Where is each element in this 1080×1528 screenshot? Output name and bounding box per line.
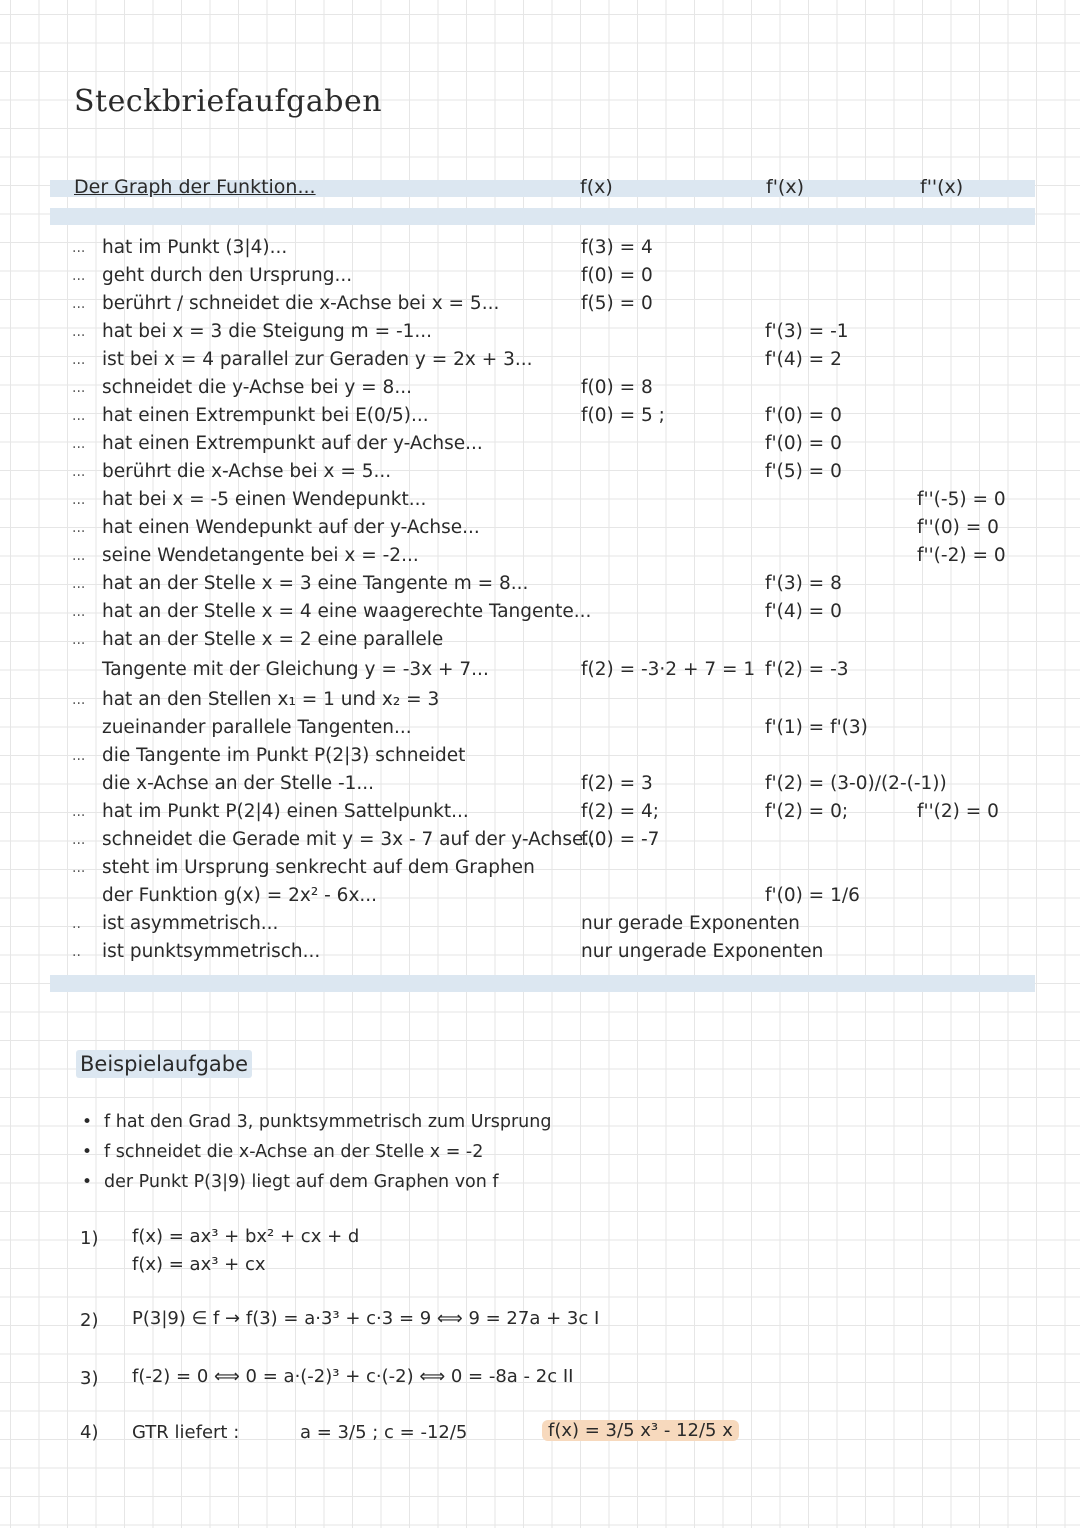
table-cell-f2: f''(-2) = 0	[917, 545, 1006, 566]
table-row-condition: hat bei x = 3 die Steigung m = -1...	[102, 321, 433, 342]
table-row-condition: die Tangente im Punkt P(2|3) schneidet	[102, 745, 466, 766]
row-dots: ...	[72, 548, 86, 564]
row-dots: ...	[72, 604, 86, 620]
table-cell-f: f(0) = 8	[581, 377, 653, 398]
row-dots: ...	[72, 520, 86, 536]
table-row-condition: hat an der Stelle x = 3 eine Tangente m = 8...	[102, 573, 529, 594]
example-bullet: f hat den Grad 3, punktsymmetrisch zum Ursprung	[104, 1112, 552, 1132]
table-cell-f1: f'(4) = 0	[765, 601, 842, 622]
step-line: GTR liefert :	[132, 1422, 240, 1443]
table-row-condition: hat einen Wendepunkt auf der y-Achse...	[102, 517, 480, 538]
bullet-dot: •	[82, 1112, 93, 1132]
bullet-dot: •	[82, 1142, 93, 1162]
row-dots: ...	[72, 436, 86, 452]
table-row-condition: schneidet die y-Achse bei y = 8...	[102, 377, 412, 398]
table-stripe	[50, 208, 1035, 225]
table-cell-f: f(0) = 0	[581, 265, 653, 286]
row-dots: ...	[72, 324, 86, 340]
table-row-condition: hat bei x = -5 einen Wendepunkt...	[102, 489, 427, 510]
table-row-condition: hat im Punkt (3|4)...	[102, 237, 288, 258]
table-cell-f: f(2) = 4;	[581, 801, 659, 822]
table-row-condition: berührt / schneidet die x-Achse bei x = 5...	[102, 293, 500, 314]
row-dots: ...	[72, 804, 86, 820]
table-cell-f1: f'(3) = -1	[765, 321, 849, 342]
table-cell-f1: f'(4) = 2	[765, 349, 842, 370]
table-cell-f2: f''(2) = 0	[917, 801, 999, 822]
table-row-condition: zueinander parallele Tangenten...	[102, 717, 412, 738]
table-cell-f1: f'(0) = 1/6	[765, 885, 860, 906]
page-title: Steckbriefaufgaben	[74, 84, 383, 119]
table-row-condition: schneidet die Gerade mit y = 3x - 7 auf der y-Achse...	[102, 829, 602, 850]
step-line: a = 3/5 ; c = -12/5	[300, 1422, 468, 1443]
table-cell-f1: f'(2) = 0;	[765, 801, 849, 822]
row-dots: ...	[72, 692, 86, 708]
table-cell-f: f(2) = -3·2 + 7 = 1	[581, 659, 756, 680]
row-dots: ...	[72, 352, 86, 368]
table-cell-f1: f'(0) = 0	[765, 433, 842, 454]
column-header-f: f(x)	[580, 176, 613, 198]
row-dots: ...	[72, 632, 86, 648]
column-header-f1: f'(x)	[766, 176, 804, 198]
table-cell-f1: f'(1) = f'(3)	[765, 717, 868, 738]
table-cell-f: f(2) = 3	[581, 773, 653, 794]
table-cell-f1: f'(2) = -3	[765, 659, 849, 680]
column-header-f2: f''(x)	[920, 176, 964, 198]
table-cell-f: f(3) = 4	[581, 237, 653, 258]
table-row-condition: hat einen Extrempunkt bei E(0/5)...	[102, 405, 429, 426]
table-stripe	[50, 975, 1035, 992]
row-dots: ...	[72, 268, 86, 284]
row-dots: ...	[72, 576, 86, 592]
row-dots: ...	[72, 464, 86, 480]
table-row-condition: seine Wendetangente bei x = -2...	[102, 545, 419, 566]
table-cell-f1: f'(2) = (3-0)/(2-(-1))	[765, 773, 947, 794]
row-dots: ...	[72, 860, 86, 876]
step-number: 3)	[80, 1368, 99, 1389]
row-dots: ...	[72, 748, 86, 764]
table-row-condition: hat im Punkt P(2|4) einen Sattelpunkt...	[102, 801, 469, 822]
step-line: f(-2) = 0 ⟺ 0 = a·(-2)³ + c·(-2) ⟺ 0 = -8a - 2c II	[132, 1366, 574, 1387]
step-number: 4)	[80, 1422, 99, 1443]
row-dots: ..	[72, 916, 81, 932]
row-dots: ...	[72, 240, 86, 256]
table-row-condition: der Funktion g(x) = 2x² - 6x...	[102, 885, 378, 906]
step-line: f(x) = ax³ + bx² + cx + d	[132, 1226, 360, 1247]
table-row-condition: hat an der Stelle x = 2 eine parallele	[102, 629, 444, 650]
table-cell-f: f(0) = 5 ;	[581, 405, 665, 426]
table-row-condition: steht im Ursprung senkrecht auf dem Graphen	[102, 857, 535, 878]
table-row-condition: die x-Achse an der Stelle -1...	[102, 773, 375, 794]
row-dots: ...	[72, 492, 86, 508]
table-row-condition: ist punktsymmetrisch...	[102, 941, 321, 962]
example-bullet: der Punkt P(3|9) liegt auf dem Graphen von f	[104, 1172, 499, 1192]
step-number: 1)	[80, 1228, 99, 1249]
table-cell-f2: f''(0) = 0	[917, 517, 999, 538]
example-bullet: f schneidet die x-Achse an der Stelle x = -2	[104, 1142, 484, 1162]
table-cell-f2: f''(-5) = 0	[917, 489, 1006, 510]
row-dots: ...	[72, 296, 86, 312]
step-line: P(3|9) ∈ f → f(3) = a·3³ + c·3 = 9 ⟺ 9 = 27a + 3c I	[132, 1308, 600, 1329]
column-header-condition: Der Graph der Funktion...	[74, 176, 316, 198]
table-cell-f1: f'(3) = 8	[765, 573, 842, 594]
table-row-condition: geht durch den Ursprung...	[102, 265, 353, 286]
step-number: 2)	[80, 1310, 99, 1331]
table-row-condition: berührt die x-Achse bei x = 5...	[102, 461, 392, 482]
table-cell-f1: f'(5) = 0	[765, 461, 842, 482]
table-cell-f: f(5) = 0	[581, 293, 653, 314]
example-title: Beispielaufgabe	[76, 1050, 252, 1078]
table-cell-f: nur ungerade Exponenten	[581, 941, 824, 962]
row-dots: ...	[72, 408, 86, 424]
table-cell-f1: f'(0) = 0	[765, 405, 842, 426]
table-row-condition: hat an der Stelle x = 4 eine waagerechte Tangente...	[102, 601, 592, 622]
result-function: f(x) = 3/5 x³ - 12/5 x	[542, 1420, 739, 1441]
table-row-condition: Tangente mit der Gleichung y = -3x + 7...	[102, 659, 489, 680]
row-dots: ..	[72, 944, 81, 960]
table-row-condition: ist asymmetrisch...	[102, 913, 279, 934]
row-dots: ...	[72, 832, 86, 848]
table-row-condition: ist bei x = 4 parallel zur Geraden y = 2x + 3...	[102, 349, 533, 370]
step-line: f(x) = ax³ + cx	[132, 1254, 266, 1275]
table-row-condition: hat einen Extrempunkt auf der y-Achse...	[102, 433, 483, 454]
table-cell-f: f(0) = -7	[581, 829, 660, 850]
bullet-dot: •	[82, 1172, 93, 1192]
table-cell-f: nur gerade Exponenten	[581, 913, 800, 934]
table-row-condition: hat an den Stellen x₁ = 1 und x₂ = 3	[102, 689, 440, 710]
row-dots: ...	[72, 380, 86, 396]
